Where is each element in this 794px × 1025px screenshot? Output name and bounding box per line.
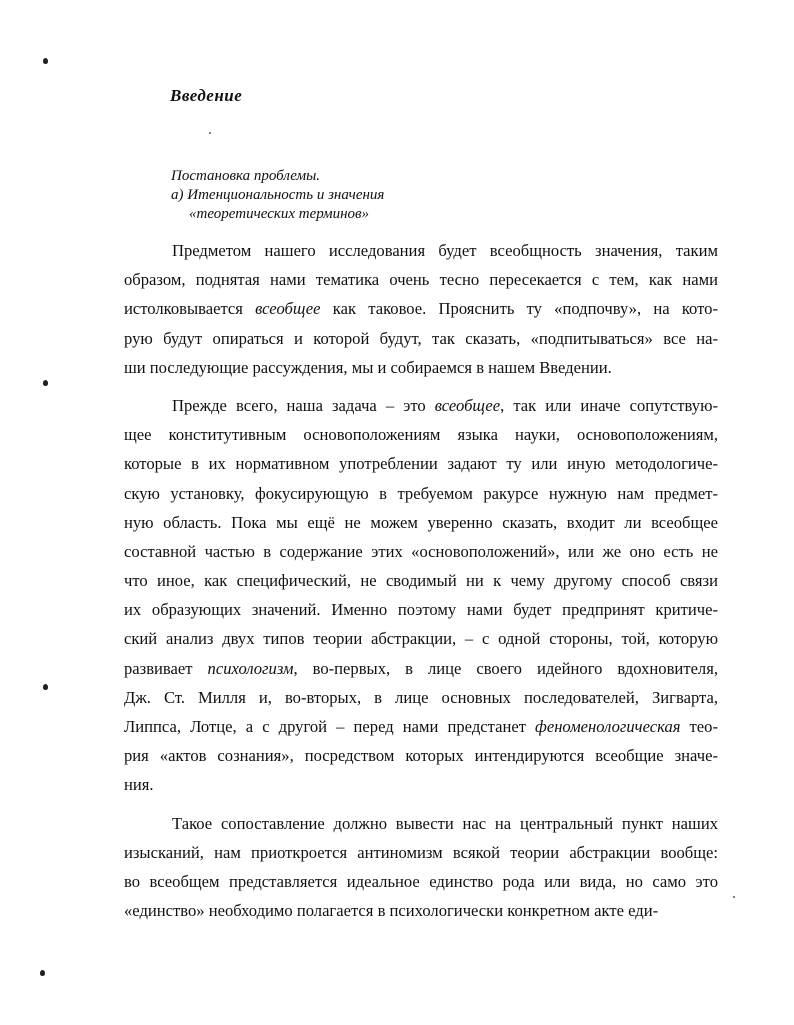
text-run: тео-	[680, 717, 718, 736]
text-run: развивает	[124, 658, 208, 678]
text-line	[124, 741, 718, 770]
text-line	[124, 420, 718, 449]
text-line	[124, 624, 718, 653]
subtitle-line: а) Итенциональность и значения	[171, 187, 385, 203]
text-line	[124, 712, 718, 741]
text-line	[124, 324, 718, 353]
paragraph	[124, 391, 718, 800]
text-line	[124, 265, 718, 294]
text-run: Дж. Ст. Милля и, во-вторых, в лице основных последователей, Зигварта,	[124, 687, 718, 707]
text-run: скую установку, фокусирующую в требуемом ракурсе нужную нам предмет-	[124, 483, 718, 503]
text-line	[124, 809, 718, 838]
text-run: во всеобщем представляется идеальное единство рода или вида, но само это	[124, 871, 718, 891]
text-line	[124, 236, 718, 265]
text-run: истолковывается	[124, 299, 256, 319]
text-run: ши последующие рассуждения, мы и собираемся в нашем Введении.	[124, 357, 612, 377]
scan-speck	[733, 896, 735, 898]
scan-mark	[43, 380, 48, 386]
scan-mark	[43, 684, 48, 690]
text-run: образом, поднятая нами тематика очень тесно пересекается с тем, как нами	[124, 270, 718, 290]
text-run: составной частью в содержание этих «основоположений», или же оно есть не	[124, 541, 718, 561]
scan-mark	[40, 970, 45, 976]
text-run: ский анализ двух типов теории абстракции, – с одной стороны, той, которую	[124, 629, 718, 649]
text-run: рую будут опираться и которой будут, так сказать, «подпитываться» все на-	[124, 328, 718, 348]
text-line	[124, 479, 718, 508]
emphasis-text: всеобщее	[434, 395, 501, 415]
text-run: Липпса, Лотце, а с другой – перед нами предстанет	[124, 717, 536, 736]
text-line	[124, 838, 718, 867]
paragraph	[124, 809, 718, 926]
subtitle-line: Постановка проблемы.	[171, 168, 321, 184]
text-run: изысканий, нам приоткроется антиномизм всякой теории абстракции вообще:	[124, 842, 718, 862]
subtitle-block	[171, 167, 384, 224]
scan-mark	[43, 58, 48, 64]
text-line	[124, 508, 718, 537]
text-line	[124, 595, 718, 624]
text-run: их образующих значений. Именно поэтому нами будет предпринят критиче-	[124, 600, 718, 620]
text-line	[124, 449, 718, 478]
text-run: , так или иначе сопутствую-	[500, 395, 719, 415]
subtitle-line: «теоретических терминов»	[189, 206, 370, 222]
text-line	[124, 867, 718, 896]
emphasis-text: психологизм	[207, 658, 294, 678]
text-line	[124, 391, 718, 420]
paragraph	[124, 236, 718, 382]
text-run: как таковое. Прояснить ту «подпочву», на кото-	[320, 299, 718, 319]
text-run: рия «актов сознания», посредством которых интендируются всеобщие значе-	[124, 746, 718, 766]
section-heading: Введение	[170, 86, 243, 105]
text-run: которые в их нормативном употреблении задают ту или иную методологиче-	[124, 454, 718, 474]
body-text	[124, 236, 718, 925]
text-run: «единство» необходимо полагается в психологически конкретном акте еди-	[124, 901, 659, 921]
text-run: щее конститутивным основоположениям языка науки, основоположениям,	[124, 425, 718, 445]
text-line	[124, 294, 718, 323]
text-run: Предметом нашего исследования будет всеобщность значения, таким	[172, 241, 718, 260]
text-line	[124, 537, 718, 566]
text-run: что иное, как специфический, не сводимый ни к чему другому способ связи	[124, 571, 718, 591]
text-line	[124, 353, 718, 382]
text-run: Такое сопоставление должно вывести нас на центральный пункт наших	[172, 813, 718, 833]
text-run: ния.	[124, 775, 154, 795]
text-line	[124, 896, 718, 925]
text-run: , во-первых, в лице своего идейного вдохновителя,	[293, 658, 718, 678]
text-line	[124, 770, 718, 799]
text-run: Прежде всего, наша задача – это	[172, 395, 435, 415]
text-line	[124, 566, 718, 595]
text-line	[124, 654, 718, 683]
text-line	[124, 683, 718, 712]
scan-speck	[209, 132, 211, 134]
text-run: ную область. Пока мы ещё не можем уверенно сказать, входит ли всеобщее	[124, 512, 718, 532]
emphasis-text: всеобщее	[255, 299, 321, 319]
emphasis-text: феноменологическая	[535, 717, 681, 736]
